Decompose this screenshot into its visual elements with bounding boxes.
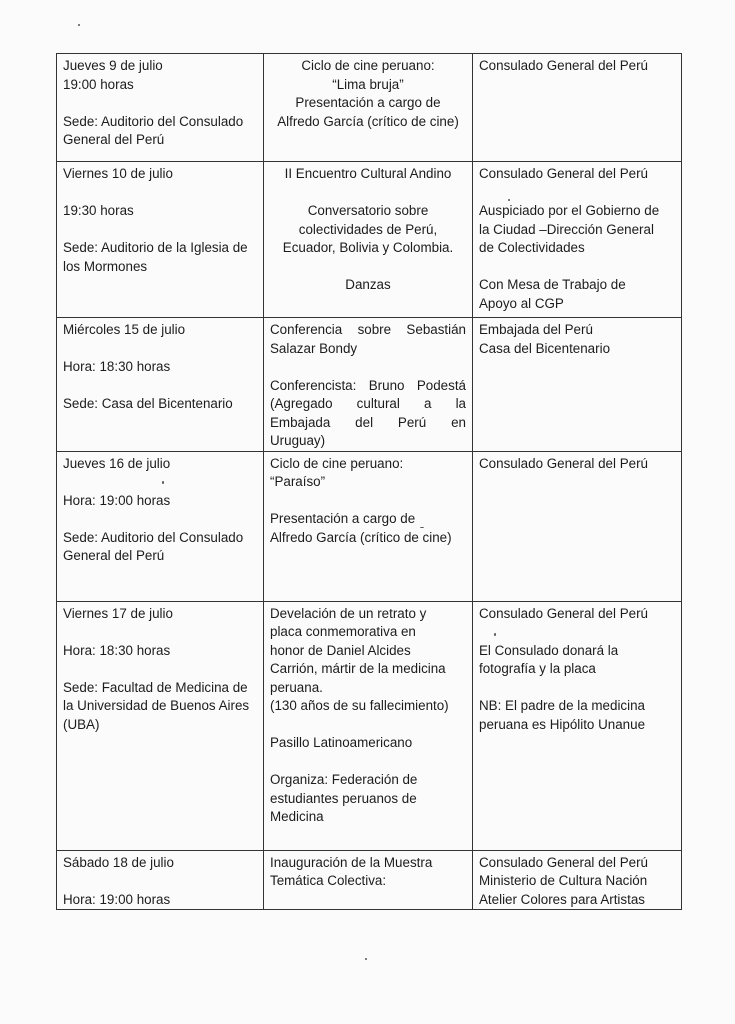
text-line: “Lima bruja” [332,76,404,92]
text-line: Sede: Casa del Bicentenario [63,396,233,411]
date-venue-cell [57,162,264,318]
text-line: Casa del Bicentenario [479,340,611,356]
text-line: Consulado General del Perú [479,854,648,870]
event-description-cell [264,451,473,601]
event-description-cell [264,54,473,162]
text-line: Carrión, mártir de la medicina [270,661,446,676]
text-line: Miércoles 15 de julio [63,322,186,337]
text-line: Hora: 18:30 horas [63,359,171,374]
text-line: “Paraíso” [270,474,326,489]
text-line: Hora: 19:00 horas [63,891,171,907]
blank-line [270,716,466,735]
scan-speck [78,24,80,26]
text-line: honor de Daniel Alcides [270,642,411,658]
blank-line [270,184,466,203]
text-line: II Encuentro Cultural Andino [284,166,452,181]
text-line: Sede: Auditorio del Consulado [63,113,244,129]
event-description-cell [264,162,473,318]
organizer-cell [473,318,682,452]
text-line: Ecuador, Bolivia y Colombia. [282,240,454,255]
text-line: Consulado General del Perú [479,58,648,73]
text-line: Organiza: Federación de [270,772,418,787]
text-line: Embajada del Perú [479,322,593,337]
table-row [57,850,682,910]
organizer-cell [473,850,682,910]
text-line: peruana es Hipólito Unanue [479,716,646,732]
text-line: General del Perú [63,132,165,147]
blank-line [63,340,257,359]
text-line: Viernes 17 de julio [63,605,173,621]
text-line: Pasillo Latinoamericano [270,735,413,750]
blank-line [63,184,257,203]
scan-speck [365,958,367,960]
table-row [57,451,682,601]
text-line: Ciclo de cine peruano: [301,58,435,73]
blank-line [270,258,466,277]
blank-line [63,660,257,679]
text-line: Sábado 18 de julio [63,854,174,870]
events-schedule-table [56,53,682,910]
text-line: Alfredo García (crítico de cine) [277,113,459,129]
blank-line [63,221,257,240]
text-line: de Colectividades [479,240,585,255]
text-line: Con Mesa de Trabajo de [479,277,626,292]
blank-line [63,473,257,492]
table-row [57,601,682,850]
text-line: Conferencia sobre Sebastián [270,322,466,337]
text-line: Alfredo García (crítico de cine) [270,529,452,545]
text-line: Consulado General del Perú [479,166,648,181]
scan-speck [162,481,164,484]
text-line: Sede: Auditorio de la Iglesia de [63,240,248,255]
blank-line [270,753,466,772]
text-line: (Agregado cultural a la [270,396,466,411]
text-line: Uruguay) [270,433,326,448]
text-line: El Consulado donará la [479,642,619,658]
event-description-cell [264,601,473,850]
text-line: Consulado General del Perú [479,455,648,471]
blank-line [63,510,257,529]
organizer-cell [473,162,682,318]
text-line: Apoyo al CGP [479,295,564,311]
text-line: los Mormones [63,258,148,274]
text-line: Jueves 16 de julio [63,455,171,471]
text-line: Embajada del Perú en [270,414,466,430]
table-row [57,54,682,162]
scan-speck [494,633,496,636]
text-line: Presentación a cargo de [295,95,441,110]
text-line: 19:30 horas [63,203,134,218]
blank-line [479,623,675,642]
text-line: Hora: 18:30 horas [63,642,171,658]
text-line: Hora: 19:00 horas [63,492,171,508]
text-line: placa conmemorativa en [270,624,416,639]
date-venue-cell [57,318,264,452]
text-line: Jueves 9 de julio [63,58,163,73]
organizer-cell [473,451,682,601]
date-venue-cell [57,451,264,601]
text-line: Viernes 10 de julio [63,166,173,181]
text-line: Temática Colectiva: [270,873,387,888]
text-line: Ciclo de cine peruano: [270,455,404,471]
blank-line [63,623,257,642]
text-line: Atelier Colores para Artistas [479,891,645,907]
blank-line [63,872,257,891]
table-row [57,318,682,452]
text-line: la Universidad de Buenos Aires [63,698,250,713]
text-line: fotografía y la placa [479,661,596,676]
date-venue-cell [57,54,264,162]
text-line: NB: El padre de la medicina [479,698,645,713]
event-description-cell [264,318,473,452]
text-line: 19:00 horas [63,76,134,92]
text-line: Conversatorio sobre [307,203,429,218]
organizer-cell [473,601,682,850]
text-line: Inauguración de la Muestra [270,854,433,870]
text-line: Conferencista: Bruno Podestá [270,377,466,393]
text-line: colectividades de Perú, [298,221,438,237]
text-line: Medicina [270,809,324,824]
table-row [57,162,682,318]
scan-speck [508,199,510,201]
organizer-cell [473,54,682,162]
blank-line [479,258,675,277]
text-line: (UBA) [63,716,100,732]
blank-line [270,492,466,511]
text-line: Consulado General del Perú [479,605,648,621]
event-description-cell [264,850,473,910]
scan-speck [420,527,424,528]
text-line: Develación de un retrato y [270,605,427,621]
text-line: peruana. [270,679,323,695]
text-line: General del Perú [63,548,165,563]
text-line: la Ciudad –Dirección General [479,221,654,237]
blank-line [479,679,675,698]
blank-line [63,94,257,113]
text-line: estudiantes peruanos de [270,790,417,806]
text-line: Salazar Bondy [270,340,358,356]
blank-line [270,358,466,377]
text-line: Ministerio de Cultura Nación [479,873,648,888]
text-line: (130 años de su fallecimiento) [270,698,449,713]
text-line: Presentación a cargo de [270,511,416,526]
date-venue-cell [57,601,264,850]
blank-line [63,377,257,396]
date-venue-cell [57,850,264,910]
text-line: Danzas [345,277,391,292]
text-line: Sede: Facultad de Medicina de [63,679,248,695]
text-line: Sede: Auditorio del Consulado [63,529,244,545]
text-line: Auspiciado por el Gobierno de [479,203,660,218]
